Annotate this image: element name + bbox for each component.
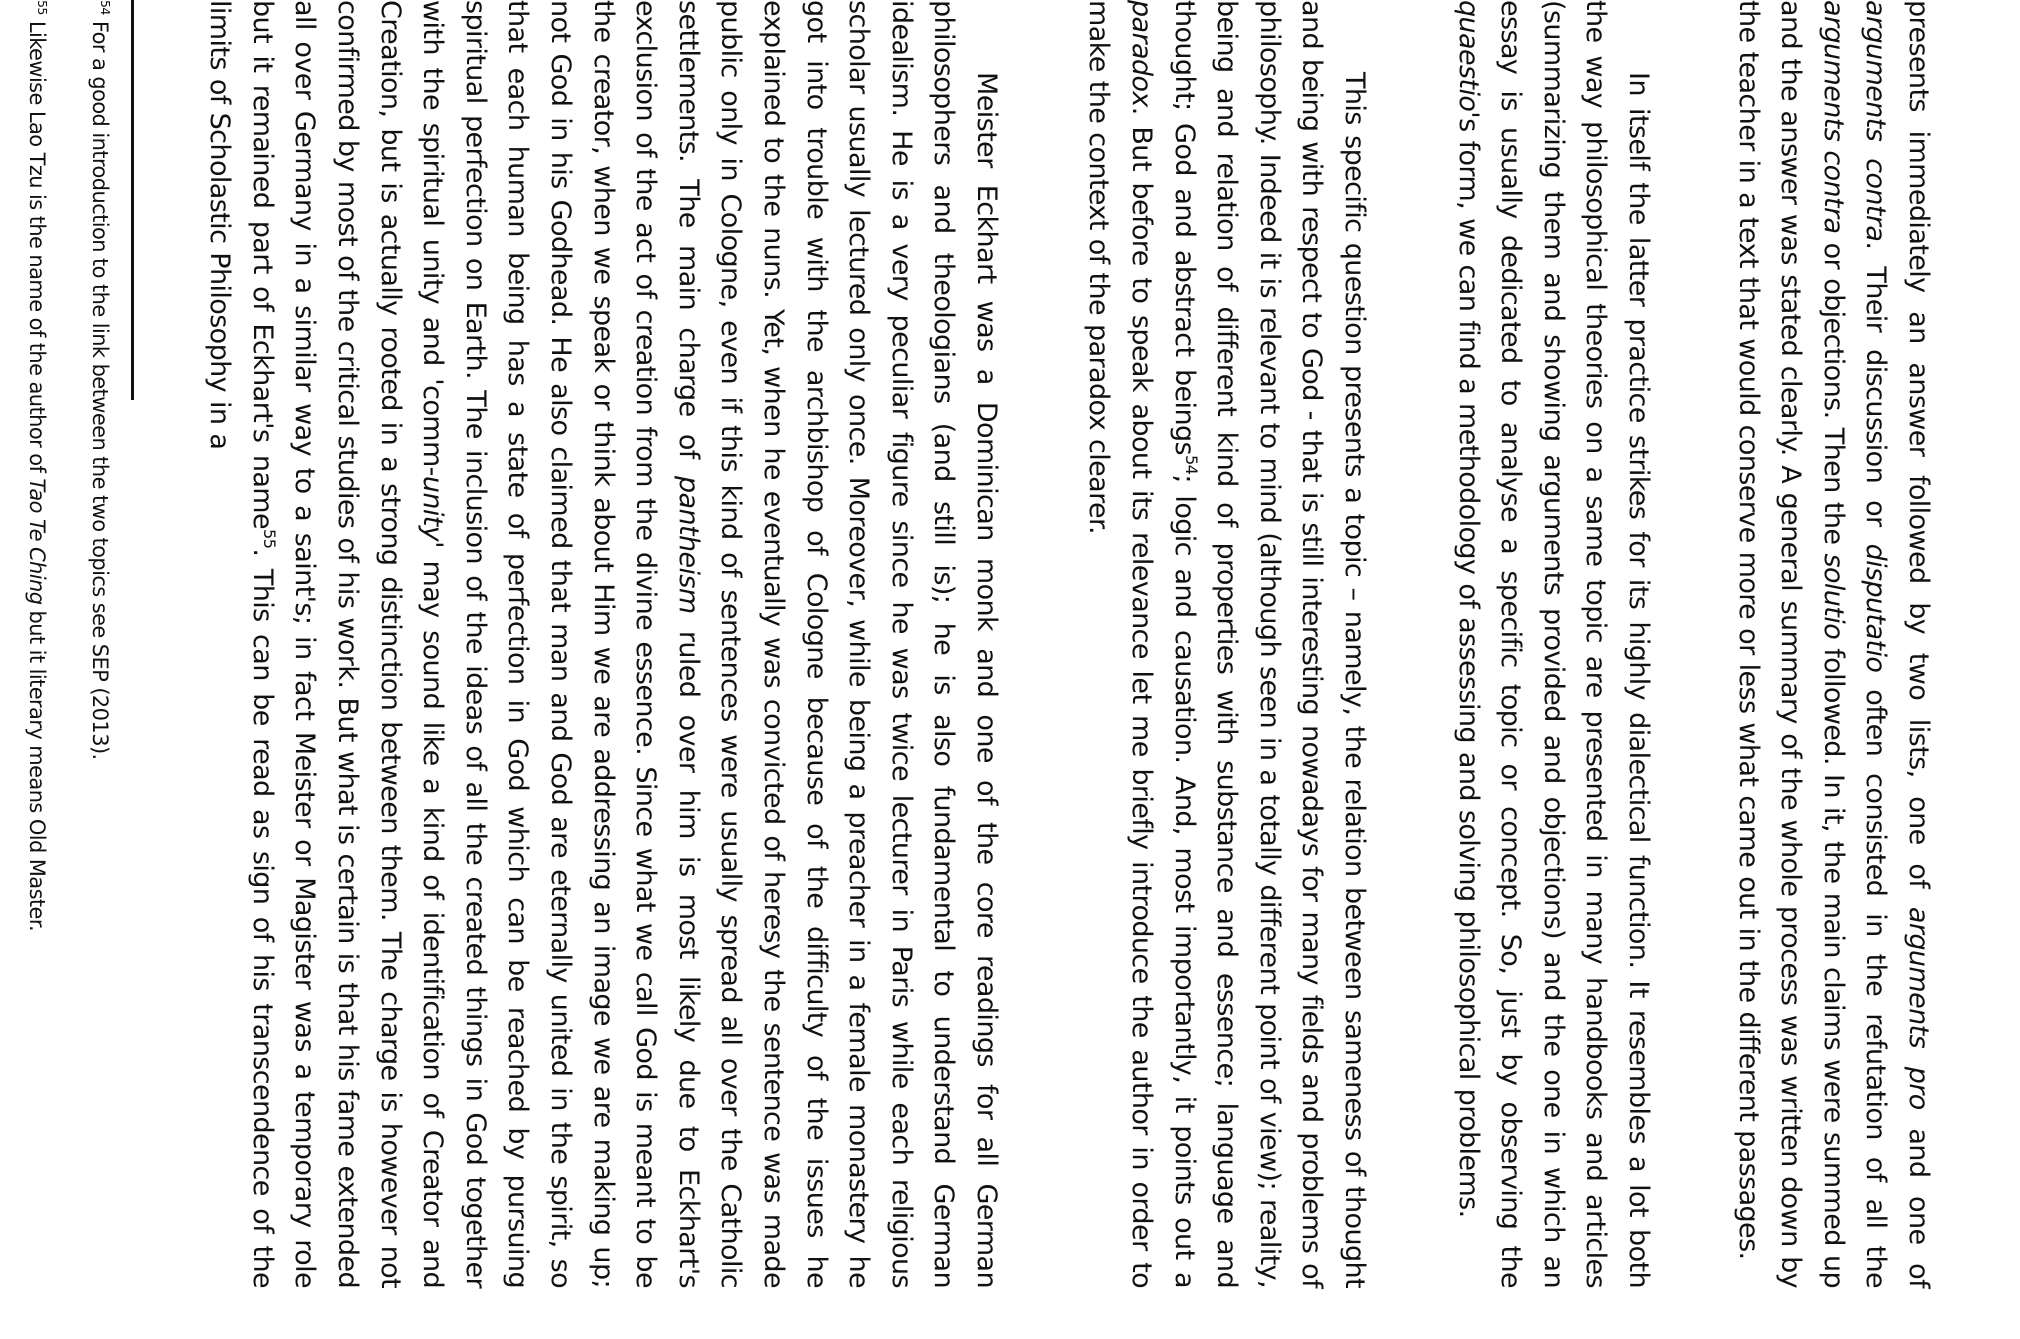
footnote-separator-rule [131,0,134,400]
paragraph-quaestio-structure [1726,0,1939,1288]
text-run: . But before to speak about its relevance let me briefly introduce the author in order to make the context of the paradox clearer. [1083,0,1158,1288]
text-run: often consisted in the refutation of all the [1860,672,1892,1288]
footnote-number: 54 [98,0,113,15]
text-run: Meister Eckhart was a Dominican monk and one of the core readings for all German philosophers and theologians (and still is); he is also fundamental to understand German idealism. He is a very peculiar figure since he was twice lecturer in Paris while each religious scholar usually lectured only once. Moreover, while being a preacher in a female monastery he got into trouble with the archbishop of Cologne because of the difficulty of the issues he explained to the nuns. Yet, when he eventually was convicted of heresy the sentence was made public only in Cologne, even if this kind of sentences were usually spread all over the Catholic settlements. The main charge of [672,0,1002,1288]
italic-term: arguments pro [1903,906,1934,1110]
text-run: or objections. Then the [1817,233,1849,554]
text-run: ; logic and causation. And, most importantly, it points out a [1168,474,1200,1288]
italic-term: disputatio [1860,543,1892,673]
italic-term: arguments contra [1860,0,1892,242]
italic-term: quaestio [1452,0,1484,112]
italic-term: arguments contra [1817,0,1849,234]
text-run: ruled over him is most likely due to Eckhart's exclusion of the act of creation from the divine essence. Since what we call God is meant to be the creator, when we speak or think about Him we are addressing an image we are making up; not God in his Godhead. He also claimed that man and God are eternally united in the spirit, so that each human being has a state of perfection in God which can be reached by pursuing spiritual perfection on Earth. The inclusion of the ideas of all the created things in God together with the spiritual unity and 'comm- [417,0,704,1288]
italic-term: pantheism [672,475,704,614]
text-run: For a good introduction to the link between the two topics see SEP (2013). [88,14,112,760]
paragraph-meister-eckhart [198,0,1007,1288]
text-run: followed. In it, the main claims were summed up and the answer was stated clearly. A general summary of the whole process was written down by the teacher in a text that would conserve more or less what came out in the different passages. [1732,0,1849,1288]
text-run: but it literary means Old Master. [25,604,49,932]
italic-term: Tao Te Ching [25,478,49,605]
footnote-number: 55 [35,0,50,15]
footnote-55 [22,0,52,1288]
text-run: Likewise Lao Tzu is the name of the author of [25,14,49,479]
text-run: . This can be read as sign of his transcendence of the limits of Scholastic Philosophy in a [204,0,278,1288]
text-run: . Their discussion or [1860,241,1892,544]
text-run: ' may sound like a kind of identification of Creator and Creation, but is actually rooted in a strong distinction between them. The charge is however not confirmed by most of the critical studies of his work. But what is certain is that his fame extended all over Germany in a similar way to a saint's; in fact Meister or Magister was a temporary role but it remained part of Eckhart's name [246,0,449,1288]
footnote-54 [85,0,115,1288]
text-run: and one of [1903,1109,1934,1288]
text-run: This specific question presents a topic – namely, the relation between sameness of thought and being with respect to God - that is still interesting nowadays for many fields and problems of philosophy. Indeed it is relevant to mind (although seen in a totally different point of view); reality, being and relation of different kind of properties with substance and essence; language and thought; God and abstract beings [1168,0,1370,1288]
italic-term: paradox [1126,0,1158,107]
text-run: presents immediately an answer followed by two lists, one of [1903,0,1934,907]
text-run: 's form, we can find a methodology of assessing and solving philosophical problems. [1452,111,1484,1218]
text-run: In itself the latter practice strikes for its highly dialectical function. It resembles a lot both the way philosophical theories on a same topic are presented in many handbooks and articles (summarizing them and showing arguments provided and objections) and the one in which an essay is usually dedicated to analyse a specific topic or concept. So, just by observing the [1495,0,1654,1288]
footnote-reference: 54 [1181,454,1201,475]
paragraph-dialectical-function [1446,0,1659,1288]
italic-term: unity [417,475,449,542]
paragraph-specific-question [1077,0,1375,1288]
italic-term: solutio [1817,553,1849,640]
footnote-reference: 55 [259,529,279,549]
